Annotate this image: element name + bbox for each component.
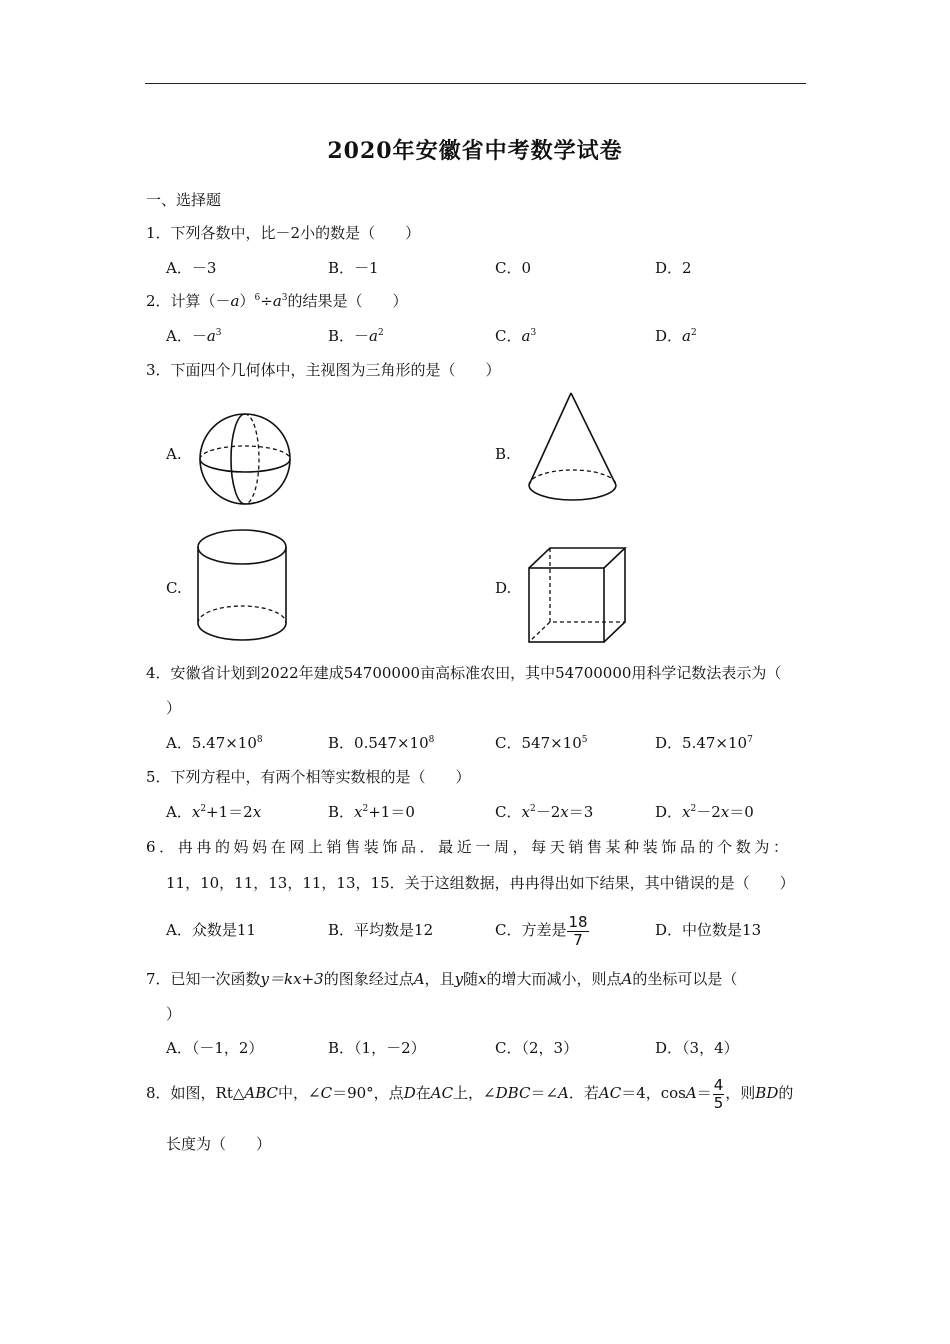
q2-option-a: A．$-a^3$ [166,327,222,345]
q6-option-a: A．众数是11 [166,921,256,939]
q3-option-c-label: C. [166,579,182,597]
q4-option-c: C．$547\times 10^5$ [495,734,588,752]
header-rule [145,83,806,84]
cone-icon [524,390,624,510]
question-6: 6．冉冉的妈妈在网上销售装饰品．最近一周，每天销售某种装饰品的个数为： [146,838,792,856]
question-7-cont: ） [166,1005,182,1023]
q6-option-b: B．平均数是12 [328,921,434,939]
cylinder-icon [195,526,295,646]
q3-option-d-label: D. [495,579,512,597]
q1-option-c: C．0 [495,259,532,277]
question-3: 3．下面四个几何体中，主视图为三角形的是（ ） [146,361,501,379]
q4-option-b: B．$0.547\times 10^8$ [328,734,435,752]
q3-option-a-label: A. [166,445,182,463]
cube-icon [526,545,631,645]
q1-option-d: D．2 [655,259,692,277]
question-8: 8．如图，Rt△ABC中，∠C＝90°，点D在AC上，∠DBC＝∠A．若AC＝4，cosA＝ $\frac{4}{5}$ ，则BD的 [146,1075,794,1112]
question-4: 4．安徽省计划到2022年建成54700000亩高标准农田，其中54700000用科学记数法表示为（ [146,664,782,682]
q7-option-c: C．（2，3） [495,1039,579,1057]
q3-option-b-label: B. [495,445,511,463]
question-4-cont: ） [166,699,182,717]
question-5: 5．下列方程中，有两个相等实数根的是（ ） [146,768,471,786]
question-8-cont: 长度为（ ） [166,1135,272,1153]
q4-option-a: A．$5.47\times 10^8$ [166,734,263,752]
q6-option-d: D．中位数是13 [655,921,762,939]
page-title: 2020年安徽省中考数学试卷 [327,138,623,164]
q1-option-a: A．－3 [166,259,217,277]
q4-option-d: D．$5.47\times 10^7$ [655,734,753,752]
q6-option-c: C．方差是 $\frac{18}{7}$ [495,912,588,949]
q7-option-d: D．（3，4） [655,1039,739,1057]
q5-option-d: D．$x^2-2x=0$ [655,803,754,821]
q2-option-d: D．$a^2$ [655,327,697,345]
q5-option-c: C．$x^2-2x=3$ [495,803,594,821]
q7-option-a: A．（－1，2） [166,1039,264,1057]
question-1: 1．下列各数中，比－2小的数是（ ） [146,224,421,242]
q2-option-c: C．$a^3$ [495,327,537,345]
section-heading: 一、选择题 [146,191,222,209]
question-2: 2．计算$(-a)^6\div a^3$的结果是（ ） [146,292,408,310]
q5-option-a: A．$x^2+1=2x$ [166,803,262,821]
variance-fraction: $\frac{18}{7}$ [568,912,588,949]
cos-fraction: $\frac{4}{5}$ [713,1075,724,1112]
q1-option-b: B．－1 [328,259,379,277]
q2-option-b: B．$-a^2$ [328,327,384,345]
q7-option-b: B．（1，－2） [328,1039,426,1057]
question-7: 7．已知一次函数y＝kx+3的图象经过点A，且y随x的增大而减小，则点A的坐标可以是（ [146,970,738,988]
q5-option-b: B．$x^2+1=0$ [328,803,415,821]
sphere-icon [195,412,305,507]
question-6-cont: 11，10，11，13，11，13，15．关于这组数据，冉冉得出如下结果，其中错误的是（ ） [166,874,795,892]
